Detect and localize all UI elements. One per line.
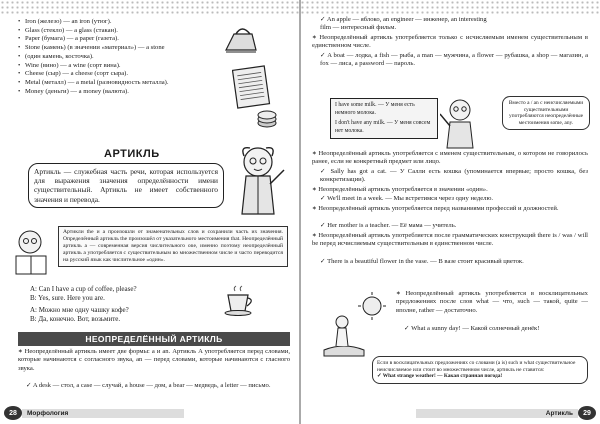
paragraph: ∗ Неопределённый артикль употребляется в значении «один». bbox=[312, 186, 488, 193]
note-text: Артикли the и a произошли от знаменательных слов и сохранили часть их значения. Определённый артикль the произошёл от указательного местоимения that. Неопределённый артикль a — современная версия числительного one, именно поэтому неопределённый артикль a употребляется с существительным во множественном числе и часто переводится на русский язык как числительное «один». bbox=[63, 229, 283, 263]
note-box bbox=[58, 226, 288, 267]
speech-bubble: Вместо a / an с неисчисляемыми существительными употребляются неопределённые местоимения some, any. bbox=[502, 96, 590, 130]
list-item: • Iron (железо) — an iron (утюг). bbox=[18, 18, 208, 27]
sunny-scene-illustration bbox=[314, 290, 392, 360]
paragraph: ∗ Неопределённый артикль употребляется с именем существительным, о котором не говорилось ранее, если не конкретный предмет или лицо. bbox=[312, 150, 588, 166]
coffee-cup-illustration bbox=[222, 285, 258, 317]
paragraph: ∗ Неопределённый артикль употребляется после грамматических конструкций there is / was / will be перед исчисляемым существительным в единственном числе. bbox=[312, 232, 588, 248]
chalkboard bbox=[330, 98, 438, 139]
page-number: 29 bbox=[578, 406, 596, 420]
section-banner: НЕОПРЕДЕЛЁННЫЙ АРТИКЛЬ bbox=[18, 332, 290, 346]
list-item: • Metal (металл) — a metal (разновидность металла). bbox=[18, 79, 208, 88]
paragraph-examples: ✓ A desk — стол, a case — случай, a house — дом, a bear — медведь, a letter — письмо. bbox=[26, 382, 271, 389]
iron-illustration bbox=[222, 20, 262, 60]
reader-illustration bbox=[8, 226, 56, 278]
dialog-line: В: Да, конечно. Вот, возьмите. bbox=[30, 315, 121, 323]
comic-dot-pattern bbox=[0, 0, 300, 14]
list-item: • Wine (вино) — a wine (сорт вина). bbox=[18, 62, 208, 71]
footer-left bbox=[4, 406, 184, 420]
paragraph: ∗ Неопределённый артикль имеет две формы: a и an. Артикль A употребляется перед словами, которые начинаются с согласного звука, an — перед словами, которые начинаются с гласного звука. bbox=[18, 348, 290, 372]
comic-dot-pattern bbox=[300, 0, 600, 14]
page-number: 28 bbox=[4, 406, 22, 420]
dialog-line: А: Можно мне одну чашку кофе? bbox=[30, 306, 129, 314]
paragraph-examples: ✓ We'll meet in a week. — Мы встретимся через одну неделю. bbox=[320, 195, 494, 202]
list-item: • Money (деньги) — a money (валюта). bbox=[18, 88, 208, 97]
list-item: • Cheese (сыр) — a cheese (сорт сыра). bbox=[18, 70, 208, 79]
right-page bbox=[300, 0, 600, 424]
definition-box bbox=[28, 163, 224, 208]
footer-label: Артикль bbox=[416, 409, 578, 418]
definition-text: Артикль — служебная часть речи, которая используется для выражения значения определённости имени существительный. Артикль не имеет собственного значения и перевода. bbox=[34, 167, 218, 204]
dialog-english bbox=[30, 285, 210, 303]
board-line: I don't have any milk. — У меня совсем нет молока. bbox=[335, 120, 431, 134]
info-bubble: Если в восклицательных предложениях со словами (a is) such и what существительное неисчисляемое или стоит во множественном числе, артикль не ставится: ✓ What strange weather! — Какая странная погода! bbox=[372, 356, 588, 384]
dialog-line: B: Yes, sure. Here you are. bbox=[30, 294, 105, 302]
paragraph-examples: ✓ An apple — яблоко, an engineer — инженер, an interesting film — интересный фильм. bbox=[320, 16, 487, 32]
dialog-russian bbox=[30, 306, 210, 324]
paragraph: ∗ Неопределённый артикль употребляется в восклицательных предложениях после слов what — что, such — такой, quite — вполне, rather — достаточно. bbox=[396, 290, 588, 314]
list-item: • (один камень, косточка). bbox=[18, 53, 208, 62]
list-item: • Stone (камень) (в значении «материал») — a stone bbox=[18, 44, 208, 53]
list-item: • Paper (бумага) — a paper (газета). bbox=[18, 35, 208, 44]
paragraph-examples: ✓ A boat — лодка, a fish — рыба, a man — мужчина, a flower — рубашка, a shop — магазин, a fox — лиса, a password — пароль. bbox=[320, 52, 589, 68]
teacher-illustration bbox=[440, 96, 480, 152]
paragraph: ∗ Неопределённый артикль употребляется только с исчисляемым именем существительным в единственном числе. bbox=[312, 34, 588, 50]
coins-illustration bbox=[255, 108, 279, 130]
paragraph: ∗ Неопределённый артикль употребляется перед названиями профессий и должностей. bbox=[312, 205, 559, 212]
list-item: • Glass (стекло) — a glass (стакан). bbox=[18, 27, 208, 36]
materials-list bbox=[18, 18, 208, 96]
paragraph-examples: ✓ Sally has got a cat. — У Салли есть кошка (упоминается впервые; просто кошка, без конкретизации). bbox=[320, 168, 588, 184]
footer-label: Морфология bbox=[22, 409, 184, 418]
board-line: I have some milk. — У меня есть немного молока. bbox=[335, 102, 415, 116]
dialog-line: A: Can I have a cup of coffee, please? bbox=[30, 285, 137, 293]
section-heading: АРТИКЛЬ bbox=[104, 148, 160, 160]
paragraph-examples: ✓ There is a beautiful flower in the vase. — В вазе стоит красивый цветок. bbox=[320, 258, 524, 265]
paragraph-examples: ✓ Her mother is a teacher. — Её мама — учитель. bbox=[320, 222, 457, 229]
newspaper-illustration bbox=[232, 64, 272, 110]
paragraph-examples: ✓ What a sunny day! — Какой солнечный денёк! bbox=[404, 325, 540, 332]
footer-right bbox=[416, 406, 596, 420]
professor-illustration bbox=[228, 140, 288, 226]
